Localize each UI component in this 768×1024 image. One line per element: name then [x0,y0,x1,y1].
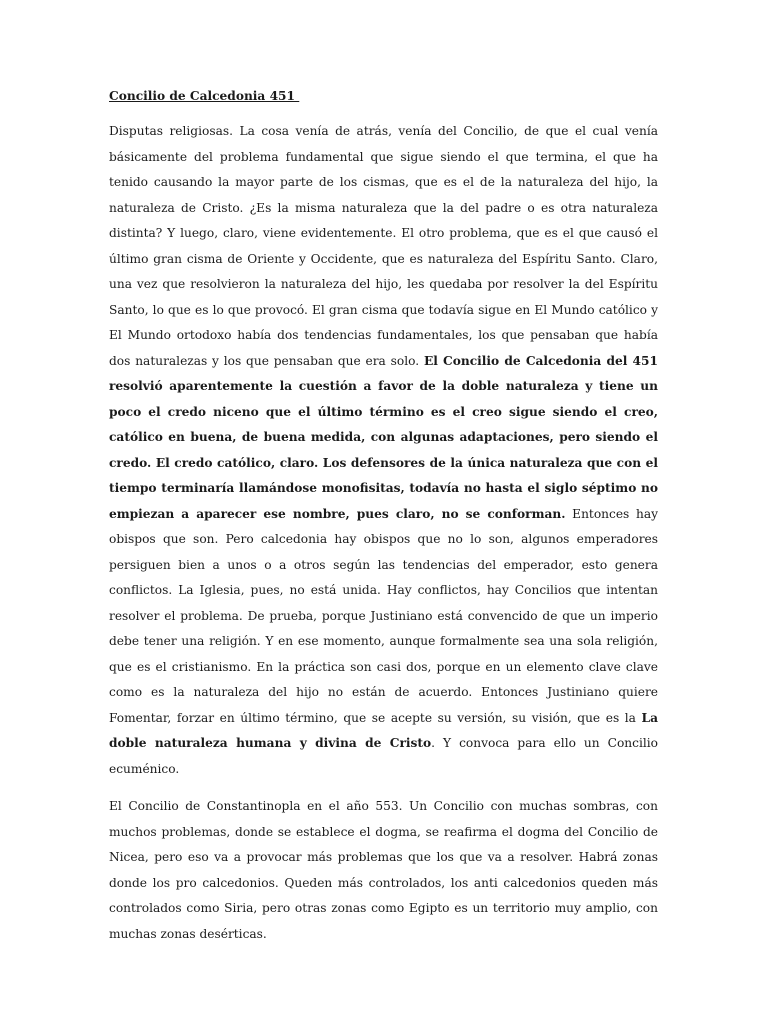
paragraph-1-text-a: Disputas religiosas. La cosa venía de atrás, venía del Concilio, de que el cual venía básicamente del problema fundamental que sigue siendo el que termina, el que ha tenido causando la mayor parte de los cismas, que es el de la naturaleza del hijo, la naturaleza de Cristo. ¿Es la misma naturaleza que la del padre o es otra naturaleza distinta? Y luego, claro, viene evidentemente. El otro problema, que es el que causó el último gran cisma de Oriente y Occidente, que es naturaleza del Espíritu Santo. Claro, una vez que resolvieron la naturaleza del hijo, les quedaba por resolver la del Espíritu Santo, lo que es lo que provocó. El gran cisma que todavía sigue en El Mundo católico y El Mundo ortodoxo había dos tendencias fundamentales, los que pensaban que había dos naturalezas y los que pensaban que era solo. [109,124,658,368]
document-page [109,88,658,959]
paragraph-1-bold-b: La doble naturaleza humana y divina de Cristo [109,710,658,750]
paragraph-1 [109,119,658,782]
paragraph-1-bold-a: El Concilio de Calcedonia del 451 resolvió aparentemente la cuestión a favor de la doble naturaleza y tiene un poco el credo niceno que el último término es el creo sigue siendo el creo, católico en buena, de buena medida, con algunas adaptaciones, pero siendo el credo. El credo católico, claro. Los defensores de la única naturaleza que con el tiempo terminaría llamándose monofisitas, todavía no hasta el siglo séptimo no empiezan a aparecer ese nombre, pues claro, no se conforman. [109,353,658,521]
paragraph-1-text-b: Entonces hay obispos que son. Pero calcedonia hay obispos que no lo son, algunos emperadores persiguen bien a unos o a otros según las tendencias del emperador, esto genera conflictos. La Iglesia, pues, no está unida. Hay conflictos, hay Concilios que intentan resolver el problema. De prueba, porque Justiniano está convencido de que un imperio debe tener una religión. Y en ese momento, aunque formalmente sea una sola religión, que es el cristianismo. En la práctica son casi dos, porque en un elemento clave clave como es la naturaleza del hijo no están de acuerdo. Entonces Justiniano quiere Fomentar, forzar en último término, que se acepte su versión, su visión, que es la [109,506,659,725]
document-title: Concilio de Calcedonia 451 [109,89,300,103]
paragraph-2: El Concilio de Constantinopla en el año 553. Un Concilio con muchas sombras, con muchos problemas, donde se establece el dogma, se reafirma el dogma del Concilio de Nicea, pero eso va a provocar más problemas que los que va a resolver. Habrá zonas donde los pro calcedonios. Queden más controlados, los anti calcedonios queden más controlados como Siria, pero otras zonas como Egipto es un territorio muy amplio, con muchas zonas desérticas. [109,799,658,941]
paragraph-1-text-c: . Y convoca para ello un Concilio ecuménico. [109,736,658,776]
